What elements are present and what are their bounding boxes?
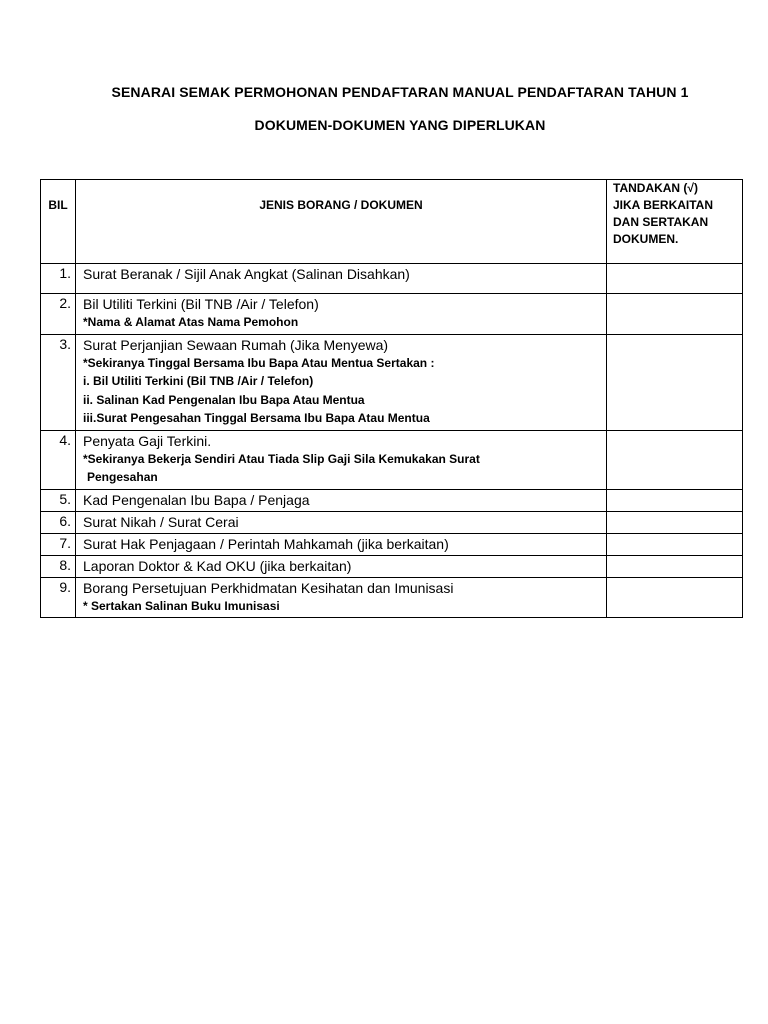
document-note: Pengesahan (87, 470, 158, 484)
table-row (41, 264, 743, 294)
page-title: SENARAI SEMAK PERMOHONAN PENDAFTARAN MANUAL PENDAFTARAN TAHUN 1 (111, 84, 689, 100)
document-name: Bil Utiliti Terkini (Bil TNB /Air / Telefon) (83, 296, 319, 312)
row-document (76, 555, 607, 577)
document-note: *Sekiranya Bekerja Sendiri Atau Tiada Slip Gaji Sila Kemukakan Surat (83, 451, 480, 466)
document-name: Laporan Doktor & Kad OKU (jika berkaitan) (83, 557, 352, 574)
row-number: 6. (41, 511, 76, 533)
header-tick-line: JIKA BERKAITAN (613, 198, 714, 212)
row-document (76, 294, 607, 335)
tick-box[interactable] (607, 511, 743, 533)
page-subtitle: DOKUMEN-DOKUMEN YANG DIPERLUKAN (254, 117, 546, 133)
tick-box[interactable] (607, 533, 743, 555)
row-document (76, 264, 607, 294)
row-document (76, 334, 607, 430)
document-name: Surat Nikah / Surat Cerai (83, 513, 239, 530)
header-tick-column (607, 180, 743, 264)
row-document (76, 489, 607, 511)
table-row (41, 577, 743, 618)
document-name: Surat Beranak / Sijil Anak Angkat (Salinan Disahkan) (83, 266, 410, 282)
row-document (76, 511, 607, 533)
row-number: 1. (41, 264, 76, 294)
document-name: Penyata Gaji Terkini. (83, 432, 212, 449)
document-name: Surat Hak Penjagaan / Perintah Mahkamah (jika berkaitan) (83, 535, 449, 552)
tick-box[interactable] (607, 264, 743, 294)
header-tick-line: TANDAKAN (√) (613, 181, 699, 195)
row-document (76, 533, 607, 555)
row-number: 7. (41, 533, 76, 555)
table-header-row (41, 180, 743, 264)
tick-box[interactable] (607, 334, 743, 430)
table-row (41, 334, 743, 430)
row-number: 5. (41, 489, 76, 511)
row-document (76, 577, 607, 618)
row-number: 9. (41, 577, 76, 618)
checklist-table (40, 179, 743, 618)
header-bil: BIL (41, 180, 76, 264)
row-number: 2. (41, 294, 76, 335)
table-row (41, 294, 743, 335)
header-document-type: JENIS BORANG / DOKUMEN (76, 180, 607, 264)
document-note: i. Bil Utiliti Terkini (Bil TNB /Air / Telefon) (83, 374, 314, 388)
document-note: *Sekiranya Tinggal Bersama Ibu Bapa Atau Mentua Sertakan : (83, 355, 435, 370)
table-row (41, 533, 743, 555)
tick-box[interactable] (607, 430, 743, 489)
document-note: ii. Salinan Kad Pengenalan Ibu Bapa Atau Mentua (83, 392, 365, 407)
document-note: *Nama & Alamat Atas Nama Pemohon (83, 315, 299, 329)
row-number: 8. (41, 555, 76, 577)
tick-box[interactable] (607, 294, 743, 335)
document-name: Kad Pengenalan Ibu Bapa / Penjaga (83, 491, 310, 508)
row-document (76, 430, 607, 489)
header-tick-line: DOKUMEN. (613, 232, 679, 246)
row-number: 3. (41, 334, 76, 430)
table-row (41, 555, 743, 577)
tick-box[interactable] (607, 489, 743, 511)
tick-box[interactable] (607, 577, 743, 618)
document-name: Surat Perjanjian Sewaan Rumah (Jika Menyewa) (83, 336, 389, 353)
row-number: 4. (41, 430, 76, 489)
table-row (41, 511, 743, 533)
table-row (41, 489, 743, 511)
document-note: * Sertakan Salinan Buku Imunisasi (83, 598, 280, 613)
header-tick-line: DAN SERTAKAN (613, 215, 709, 229)
document-note: iii.Surat Pengesahan Tinggal Bersama Ibu Bapa Atau Mentua (83, 411, 430, 425)
tick-box[interactable] (607, 555, 743, 577)
document-name: Borang Persetujuan Perkhidmatan Kesihatan dan Imunisasi (83, 579, 454, 596)
table-row (41, 430, 743, 489)
